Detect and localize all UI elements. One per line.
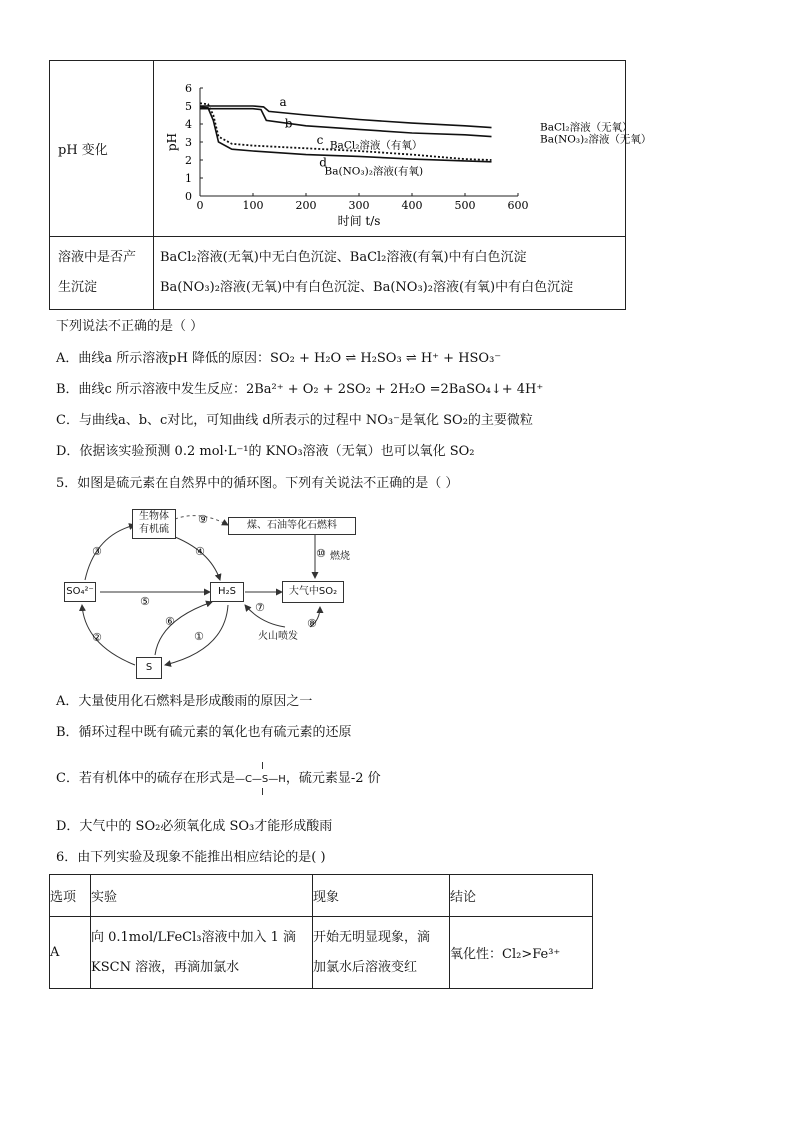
x-tick-label: 400	[401, 198, 423, 212]
q5-stem: 5．如图是硫元素在自然界中的循环图。下列有关说法不正确的是（ ）	[56, 476, 459, 491]
series-c-legend: BaCl₂溶液（有氧）	[329, 138, 423, 151]
exp-line1: 向 0.1mol/LFeCl₃溶液中加入 1 滴	[91, 929, 296, 945]
header-experiment: 实验	[91, 875, 313, 917]
q4-option-b: B．曲线c 所示溶液中发生反应：2Ba²⁺ + O₂ + 2SO₂ + 2H₂O =2BaSO₄↓+ 4H⁺	[56, 382, 544, 397]
header-conclusion: 结论	[450, 875, 593, 917]
q5-c-post: ，硫元素显-2 价	[285, 771, 381, 786]
ph-chart	[154, 62, 652, 236]
y-axis-label: pH	[165, 132, 179, 151]
row-label-line2: 生沉淀	[58, 280, 98, 295]
node-h2s: H₂S	[210, 582, 244, 602]
experiment-table	[49, 60, 652, 310]
series-a-letter: a	[279, 94, 287, 109]
q5-c-structure: —C—S—H	[234, 774, 286, 785]
x-tick-label: 500	[454, 198, 476, 212]
x-tick-label: 300	[348, 198, 370, 212]
row-a-conclusion: 氧化性：Cl₂>Fe³⁺	[450, 917, 593, 989]
series-a-legend: BaCl₂溶液（无氧）	[540, 121, 633, 134]
step-4: ④	[195, 545, 205, 558]
precipitate-line2: Ba(NO₃)₂溶液(无氧)中有白色沉淀、Ba(NO₃)₂溶液(有氧)中有白色沉淀	[160, 280, 574, 295]
y-tick-label: 4	[185, 117, 192, 131]
series-d-letter: d	[319, 154, 327, 169]
row-a-experiment	[91, 917, 313, 989]
phen-line2: 加氯水后溶液变红	[313, 959, 418, 975]
node-organic-sulfur	[132, 509, 176, 539]
header-phenomenon: 现象	[313, 875, 450, 917]
series-b-legend: Ba(NO₃)₂溶液（无氧）	[540, 132, 652, 145]
node-fossil-fuel: 煤、石油等化石燃料	[228, 517, 356, 535]
chart-cell	[154, 61, 652, 237]
row-a-phenomenon	[313, 917, 450, 989]
q5-option-d: D．大气中的 SO₂必须氧化成 SO₃才能形成酸雨	[56, 819, 333, 834]
q5-option-b: B．循环过程中既有硫元素的氧化也有硫元素的还原	[56, 725, 352, 740]
y-tick-label: 0	[185, 189, 192, 203]
q5-option-c	[56, 770, 381, 789]
row-label-line1: 溶液中是否产	[58, 250, 137, 265]
q5-option-a: A．大量使用化石燃料是形成酸雨的原因之一	[56, 694, 313, 709]
row-label-precipitate	[50, 237, 154, 310]
series-c-line	[200, 103, 492, 160]
precipitate-text	[154, 237, 626, 310]
label-volcano: 火山喷发	[258, 631, 298, 642]
x-tick-label: 200	[295, 198, 317, 212]
sulfur-cycle-diagram	[60, 505, 360, 680]
q4-option-a: A．曲线a 所示溶液pH 降低的原因：SO₂ + H₂O ⇌ H₂SO₃ ⇌ H⁺ + HSO₃⁻	[56, 351, 502, 366]
q6-stem: 6．由下列实验及现象不能推出相应结论的是( )	[56, 850, 326, 865]
x-tick-label: 600	[507, 198, 529, 212]
precipitate-line1: BaCl₂溶液(无氧)中无白色沉淀、BaCl₂溶液(有氧)中有白色沉淀	[160, 250, 527, 265]
step-2: ②	[92, 631, 102, 644]
step-5: ⑤	[140, 595, 150, 608]
step-6: ⑥	[165, 615, 175, 628]
q4-stem: 下列说法不正确的是（ ）	[56, 319, 204, 334]
phen-line1: 开始无明显现象，滴	[313, 929, 431, 945]
q4-option-c: C．与曲线a、b、c对比，可知曲线 d所表示的过程中 NO₃⁻是氧化 SO₂的主要微粒	[56, 413, 533, 428]
step-10: ⑩	[316, 547, 326, 560]
x-axis-label: 时间 t/s	[337, 213, 381, 228]
series-b-letter: b	[284, 116, 293, 131]
q5-c-pre: C．若有机体中的硫存在形式是	[56, 771, 235, 786]
organic-line2: 有机硫	[139, 524, 169, 535]
organic-line1: 生物体	[139, 511, 169, 522]
series-d-legend: Ba(NO₃)₂溶液(有氧)	[324, 164, 424, 177]
step-8: ⑧	[307, 617, 317, 630]
bond-up	[262, 762, 264, 769]
step-1: ①	[194, 630, 204, 643]
series-b-line	[200, 108, 492, 136]
x-tick-label: 0	[196, 198, 204, 212]
q6-table	[49, 874, 593, 989]
bond-down	[262, 788, 264, 795]
step-3: ③	[92, 545, 102, 558]
y-tick-label: 6	[185, 81, 192, 95]
node-sulfur: S	[136, 657, 162, 679]
node-sulfate: SO₄²⁻	[64, 582, 96, 602]
y-tick-label: 3	[185, 135, 192, 149]
y-tick-label: 1	[185, 171, 192, 185]
header-option: 选项	[50, 875, 91, 917]
row-label-ph: pH 变化	[50, 61, 154, 237]
exp-line2: KSCN 溶液，再滴加氯水	[91, 959, 240, 975]
row-a-option: A	[50, 917, 91, 989]
x-tick-label: 100	[242, 198, 264, 212]
label-burn: 燃烧	[330, 551, 350, 562]
step-7: ⑦	[255, 601, 265, 614]
y-tick-label: 5	[185, 99, 192, 113]
series-c-letter: c	[316, 132, 324, 147]
step-9: ⑨	[198, 513, 208, 526]
q4-option-d: D．依据该实验预测 0.2 mol·L⁻¹的 KNO₃溶液（无氧）也可以氧化 SO₂	[56, 444, 475, 459]
node-atmospheric-so2: 大气中SO₂	[282, 581, 344, 603]
y-tick-label: 2	[185, 153, 192, 167]
